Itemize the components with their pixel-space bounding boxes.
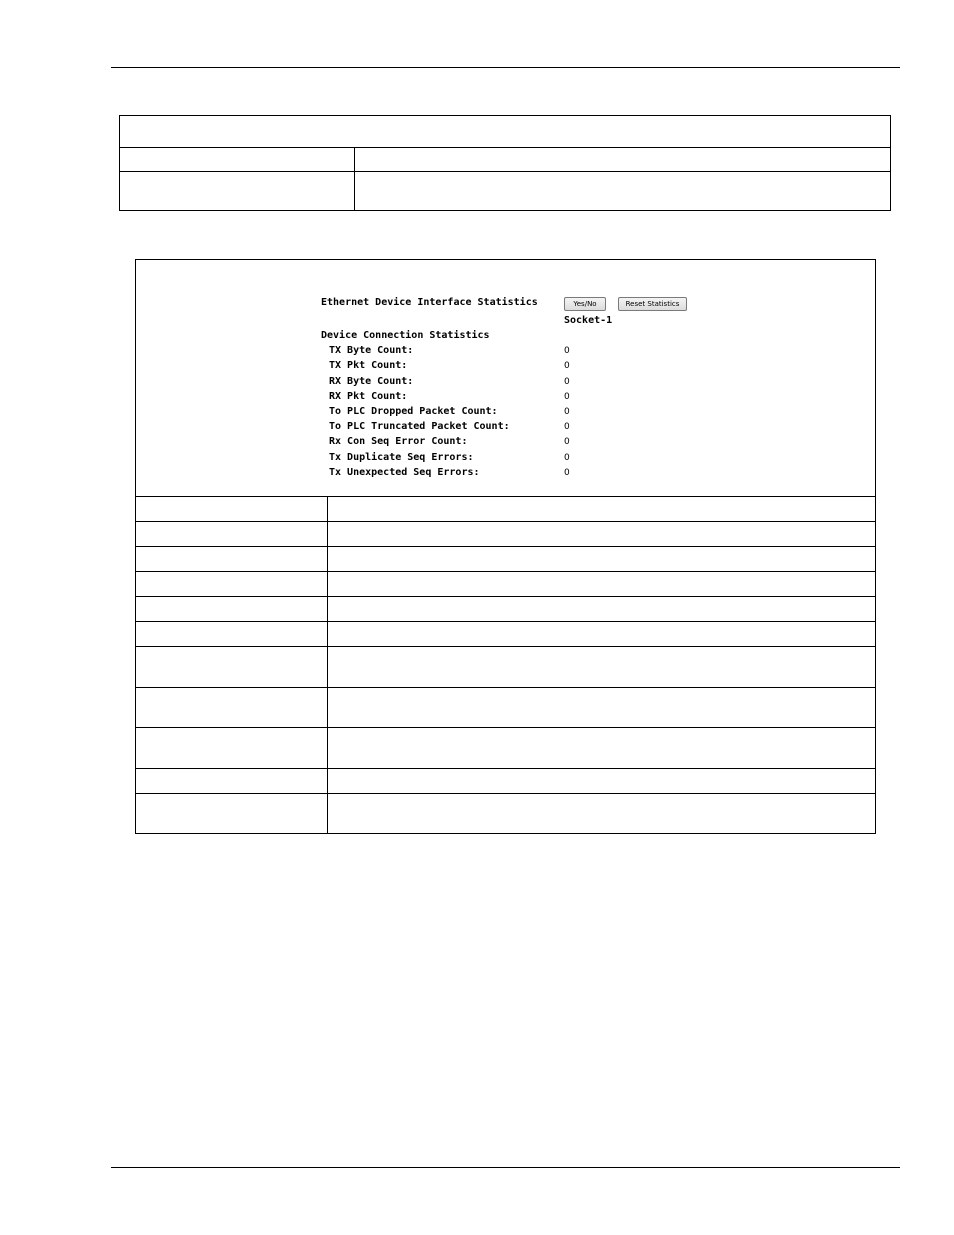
footer-rule [111,1167,900,1168]
stat-label: To PLC Dropped Packet Count: [329,406,498,417]
stat-label: RX Byte Count: [329,376,414,387]
table-divider [136,646,875,647]
table-divider [136,793,875,794]
table-divider [136,496,875,497]
section-title: Device Connection Statistics [321,330,490,341]
stat-value: 0 [564,468,570,478]
table-divider [136,596,875,597]
stat-value: 0 [564,392,570,402]
stat-label: To PLC Truncated Packet Count: [329,421,510,432]
stat-value: 0 [564,361,570,371]
statistics-figure-table [135,259,876,834]
top-table [119,115,891,211]
table-divider [120,171,890,172]
stat-value: 0 [564,407,570,417]
table-column-divider [354,147,355,210]
table-divider [136,546,875,547]
stat-value: 0 [564,346,570,356]
table-divider [136,621,875,622]
stat-label: TX Pkt Count: [329,360,408,371]
table-divider [136,687,875,688]
stat-label: TX Byte Count: [329,345,414,356]
stat-label: Tx Unexpected Seq Errors: [329,467,480,478]
stat-value: 0 [564,422,570,432]
stat-value: 0 [564,437,570,447]
yes-no-button[interactable]: Yes/No [564,297,606,311]
stat-label: Tx Duplicate Seq Errors: [329,452,474,463]
table-column-divider [327,496,328,833]
stat-label: Rx Con Seq Error Count: [329,436,468,447]
stat-label: RX Pkt Count: [329,391,408,402]
stat-value: 0 [564,377,570,387]
table-divider [136,768,875,769]
table-divider [136,521,875,522]
reset-statistics-button[interactable]: Reset Statistics [618,297,687,311]
socket-label: Socket-1 [564,315,613,326]
header-rule [111,67,900,68]
stat-value: 0 [564,453,570,463]
stats-panel-title: Ethernet Device Interface Statistics [321,297,538,308]
table-divider [136,727,875,728]
table-divider [136,571,875,572]
description-table [136,260,875,833]
table-divider [120,147,890,148]
